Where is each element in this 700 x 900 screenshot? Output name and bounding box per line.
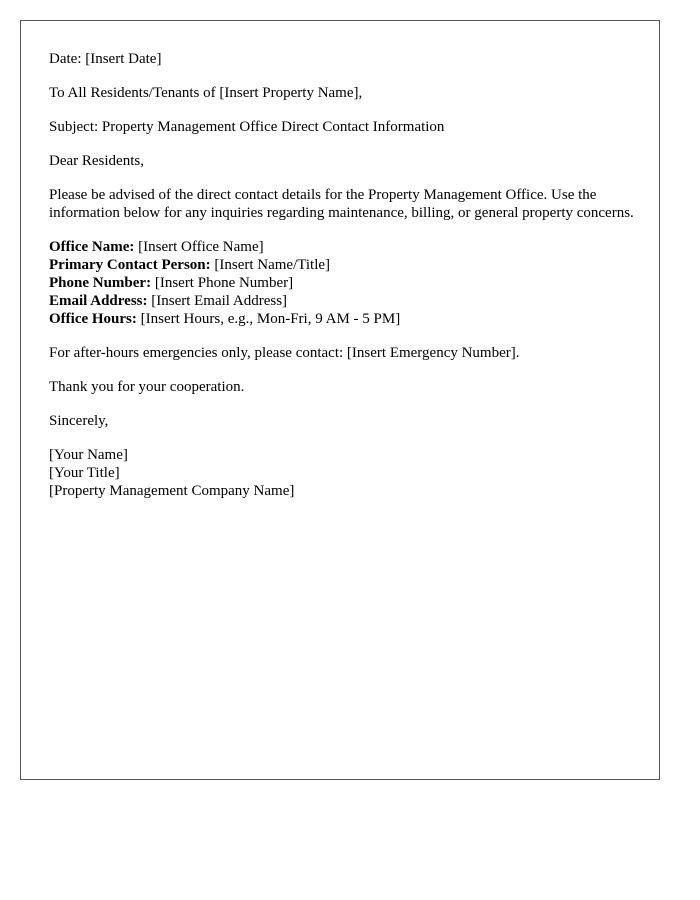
subject-line: Subject: Property Management Office Direct Contact Information [49, 119, 445, 135]
letter-page [20, 20, 660, 780]
detail-label: Office Name: [49, 239, 135, 255]
detail-value: [Insert Email Address] [147, 293, 288, 309]
signature-name: [Your Name] [49, 447, 128, 463]
detail-value: [Insert Phone Number] [151, 275, 294, 291]
detail-label: Primary Contact Person: [49, 257, 211, 273]
contact-details [49, 238, 639, 328]
detail-value: [Insert Office Name] [134, 239, 264, 255]
detail-phone-number [49, 274, 639, 292]
detail-value: [Insert Name/Title] [210, 257, 331, 273]
closing: Sincerely, [49, 413, 109, 429]
detail-primary-contact [49, 256, 639, 274]
intro-paragraph: Please be advised of the direct contact details for the Property Management Office. Use the information below for any inquiries regarding maintenance, billing, or general property concerns. [49, 187, 634, 221]
detail-office-name [49, 238, 639, 256]
thanks-line: Thank you for your cooperation. [49, 379, 245, 395]
signature-block [49, 446, 639, 500]
emergency-line: For after-hours emergencies only, please contact: [Insert Emergency Number]. [49, 345, 520, 361]
detail-label: Phone Number: [49, 275, 152, 291]
signature-company: [Property Management Company Name] [49, 483, 295, 499]
detail-email-address [49, 292, 639, 310]
letter-content [49, 50, 639, 500]
detail-label: Email Address: [49, 293, 148, 309]
detail-label: Office Hours: [49, 311, 137, 327]
date-line: Date: [Insert Date] [49, 51, 162, 67]
signature-title: [Your Title] [49, 465, 120, 481]
greeting: Dear Residents, [49, 153, 144, 169]
detail-value: [Insert Hours, e.g., Mon-Fri, 9 AM - 5 PM] [136, 311, 401, 327]
detail-office-hours [49, 310, 639, 328]
recipient-line: To All Residents/Tenants of [Insert Property Name], [49, 85, 363, 101]
